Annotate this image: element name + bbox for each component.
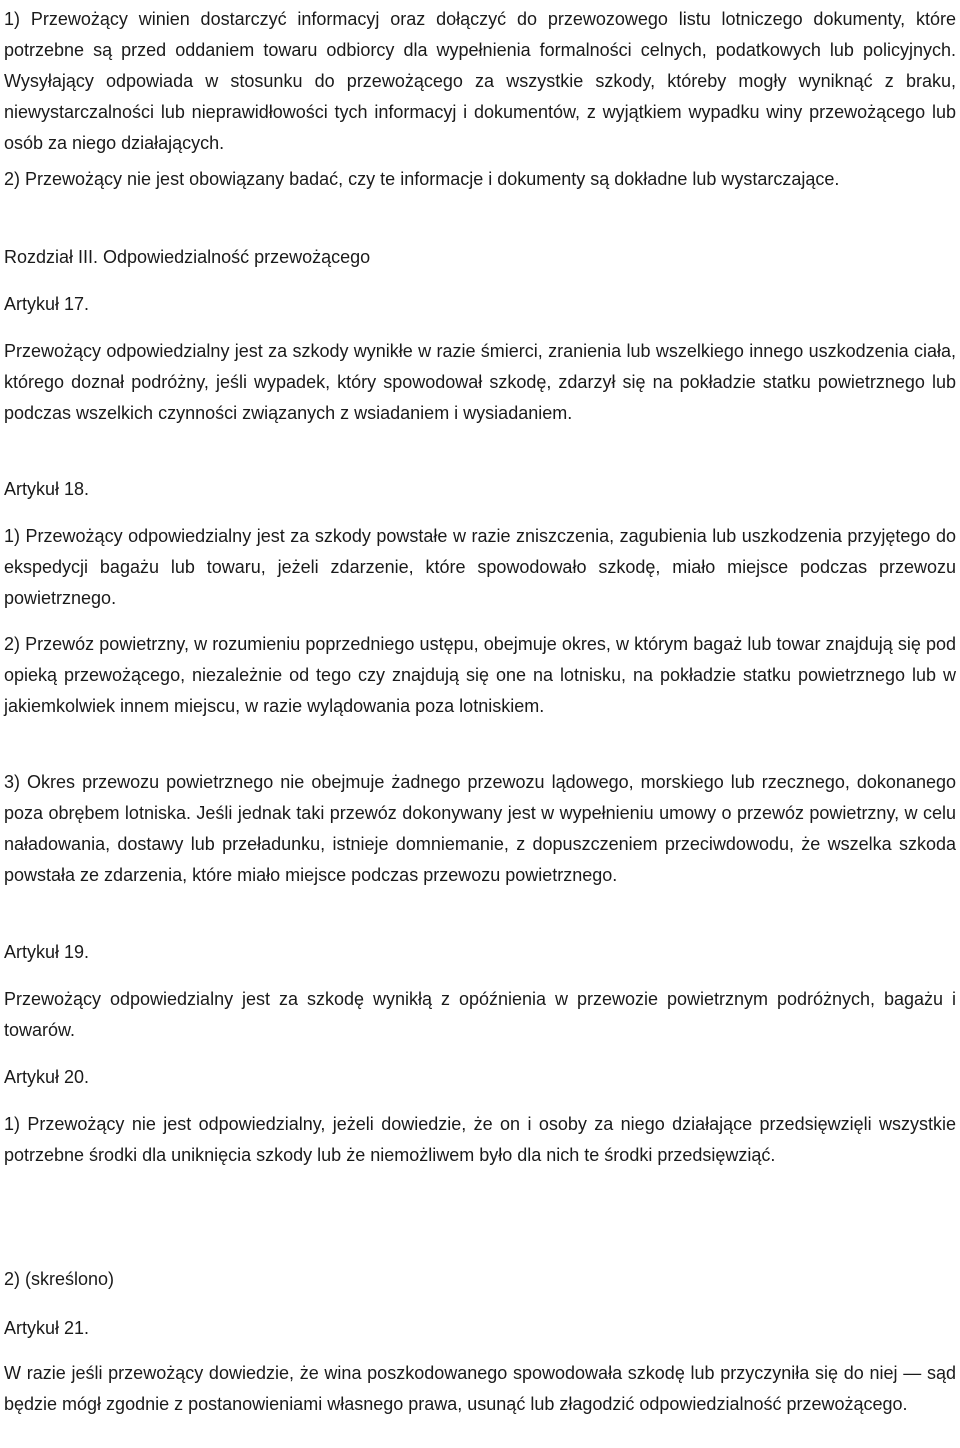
article-19-text: Przewożący odpowiedzialny jest za szkodę wynikłą z opóźnienia w przewozie powietrznym podróżnych, bagażu i towarów.	[4, 989, 956, 1040]
article-18-paragraph-3: 3) Okres przewozu powietrznego nie obejmuje żadnego przewozu lądowego, morskiego lub rzecznego, dokonanego poza obrębem lotniska. Jeśli jednak taki przewóz dokonywany jest w wypełnieniu umowy o przewóz powietrzny, w celu naładowania, dostawy lub przeładunku, istnieje domniemanie, z dopuszczeniem przeciwdowodu, że wszelka szkoda powstała ze zdarzenia, które miało miejsce podczas przewozu powietrznego.	[4, 772, 956, 885]
article-20-heading: Artykuł 20.	[4, 1067, 90, 1087]
article-17-heading: Artykuł 17.	[4, 294, 90, 314]
chapter-heading: Rozdział III. Odpowiedzialność przewożącego	[4, 247, 371, 267]
article-18-paragraph-1: 1) Przewożący odpowiedzialny jest za szkody powstałe w razie zniszczenia, zagubienia lub uszkodzenia przyjętego do ekspedycji bagażu lub towaru, jeżeli zdarzenie, które spowodowało szkodę, miało miejsce podczas przewozu powietrznego.	[4, 526, 956, 608]
article-21-text: W razie jeśli przewożący dowiedzie, że wina poszkodowanego spowodowała szkodę lub przyczyniła się do niej — sąd będzie mógł zgodnie z postanowieniami własnego prawa, usunąć lub złagodzić odpowiedzialność przewożącego.	[4, 1363, 956, 1414]
article-20-paragraph-2: 2) (skreślono)	[4, 1269, 115, 1289]
article-17-text: Przewożący odpowiedzialny jest za szkody wynikłe w razie śmierci, zranienia lub wszelkiego innego uszkodzenia ciała, którego doznał podróżny, jeśli wypadek, który spowodował szkodę, zdarzył się na pokładzie statku powietrznego lub podczas wszelkich czynności związanych z wsiadaniem i wysiadaniem.	[4, 341, 956, 423]
article-18-paragraph-2: 2) Przewóz powietrzny, w rozumieniu poprzedniego ustępu, obejmuje okres, w którym bagaż lub towar znajdują się pod opieką przewożącego, niezależnie od tego czy znajdują się one na lotnisku, na pokładzie statku powietrznego lub w jakiemkolwiek innem miejscu, w razie wylądowania poza lotniskiem.	[4, 634, 956, 716]
article-19-heading: Artykuł 19.	[4, 942, 90, 962]
paragraph-2: 2) Przewożący nie jest obowiązany badać, czy te informacje i dokumenty są dokładne lub wystarczające.	[4, 169, 840, 189]
paragraph-1: 1) Przewożący winien dostarczyć informacyj oraz dołączyć do przewozowego listu lotniczego dokumenty, które potrzebne są przed oddaniem towaru odbiorcy dla wypełnienia formalności celnych, podatkowych lub policyjnych. Wysyłający odpowiada w stosunku do przewożącego za wszystkie szkody, któreby mogły wyniknąć z braku, niewystarczalności lub nieprawidłowości tych informacyj i dokumentów, z wyjątkiem wypadku winy przewożącego lub osób za niego działających.	[4, 9, 956, 153]
article-20-paragraph-1: 1) Przewożący nie jest odpowiedzialny, jeżeli dowiedzie, że on i osoby za niego działające przedsięwzięli wszystkie potrzebne środki dla uniknięcia szkody lub że niemożliwem było dla nich te środki przedsięwziąć.	[4, 1114, 956, 1165]
article-21-heading: Artykuł 21.	[4, 1318, 90, 1338]
article-18-heading: Artykuł 18.	[4, 479, 90, 499]
